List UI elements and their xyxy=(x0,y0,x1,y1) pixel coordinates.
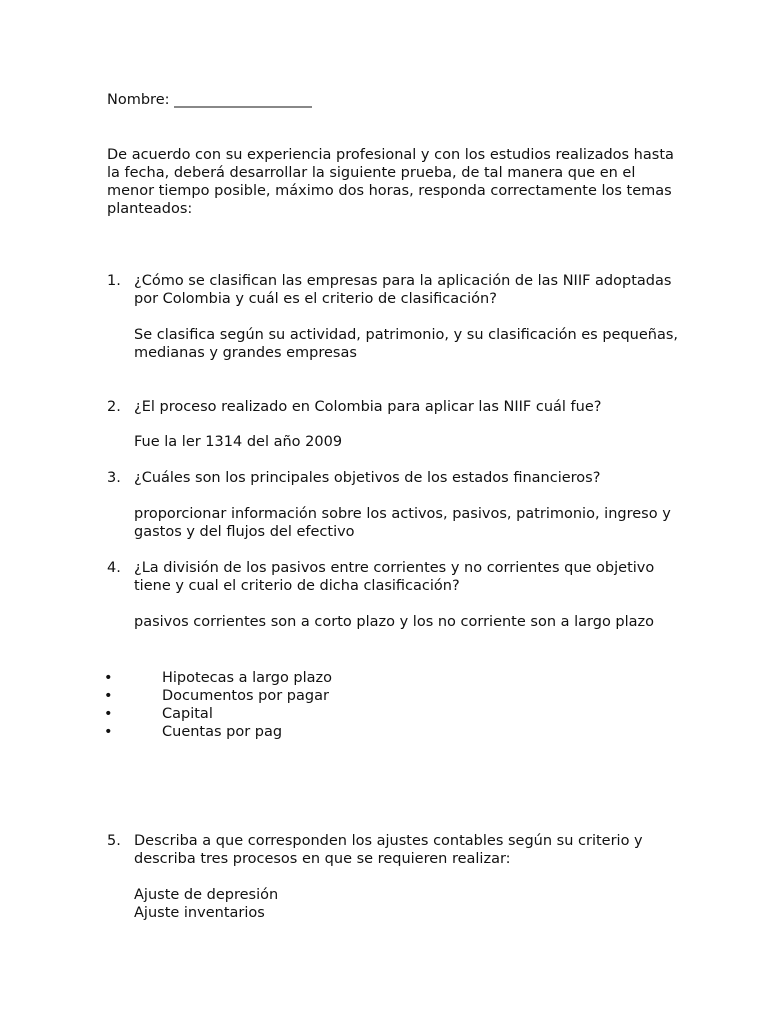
list-item-text: Capital xyxy=(162,706,213,722)
question-text: ¿Cuáles son los principales objetivos de los estados financieros? xyxy=(134,470,601,486)
answer-text: proporcionar información sobre los activos, pasivos, patrimonio, ingreso y xyxy=(134,506,671,522)
bullet-icon: • xyxy=(104,706,113,722)
question-text: describa tres procesos en que se requieren realizar: xyxy=(134,851,511,867)
question-text: por Colombia y cuál es el criterio de clasificación? xyxy=(134,291,497,307)
question-text: ¿Cómo se clasifican las empresas para la aplicación de las NIIF adoptadas xyxy=(134,273,672,289)
question-number: 3. xyxy=(107,470,121,486)
answer-text: Ajuste inventarios xyxy=(134,905,265,921)
intro-line: la fecha, deberá desarrollar la siguiente prueba, de tal manera que en el xyxy=(107,165,636,181)
bullet-icon: • xyxy=(104,724,113,740)
answer-text: gastos y del flujos del efectivo xyxy=(134,524,355,540)
question-text: Describa a que corresponden los ajustes contables según su criterio y xyxy=(134,833,643,849)
question-text: ¿El proceso realizado en Colombia para aplicar las NIIF cuál fue? xyxy=(134,399,602,415)
question-number: 4. xyxy=(107,560,121,576)
question-text: tiene y cual el criterio de dicha clasificación? xyxy=(134,578,460,594)
question-text: ¿La división de los pasivos entre corrientes y no corrientes que objetivo xyxy=(134,560,655,576)
name-field-label: Nombre: ___________________ xyxy=(107,92,312,108)
intro-line: De acuerdo con su experiencia profesional y con los estudios realizados hasta xyxy=(107,147,674,163)
answer-text: pasivos corrientes son a corto plazo y los no corriente son a largo plazo xyxy=(134,614,655,630)
bullet-icon: • xyxy=(104,688,113,704)
list-item-text: Documentos por pagar xyxy=(162,688,329,704)
list-item-text: Hipotecas a largo plazo xyxy=(162,670,333,686)
answer-text: Se clasifica según su actividad, patrimonio, y su clasificación es pequeñas, xyxy=(134,327,679,343)
question-number: 5. xyxy=(107,833,121,849)
question-number: 2. xyxy=(107,399,121,415)
intro-line: menor tiempo posible, máximo dos horas, responda correctamente los temas xyxy=(107,183,672,199)
bullet-icon: • xyxy=(104,670,113,686)
question-number: 1. xyxy=(107,273,121,289)
answer-text: medianas y grandes empresas xyxy=(134,345,357,361)
intro-line: planteados: xyxy=(107,201,193,217)
list-item-text: Cuentas por pag xyxy=(162,724,283,740)
answer-text: Fue la ler 1314 del año 2009 xyxy=(134,434,343,450)
answer-text: Ajuste de depresión xyxy=(134,887,279,903)
